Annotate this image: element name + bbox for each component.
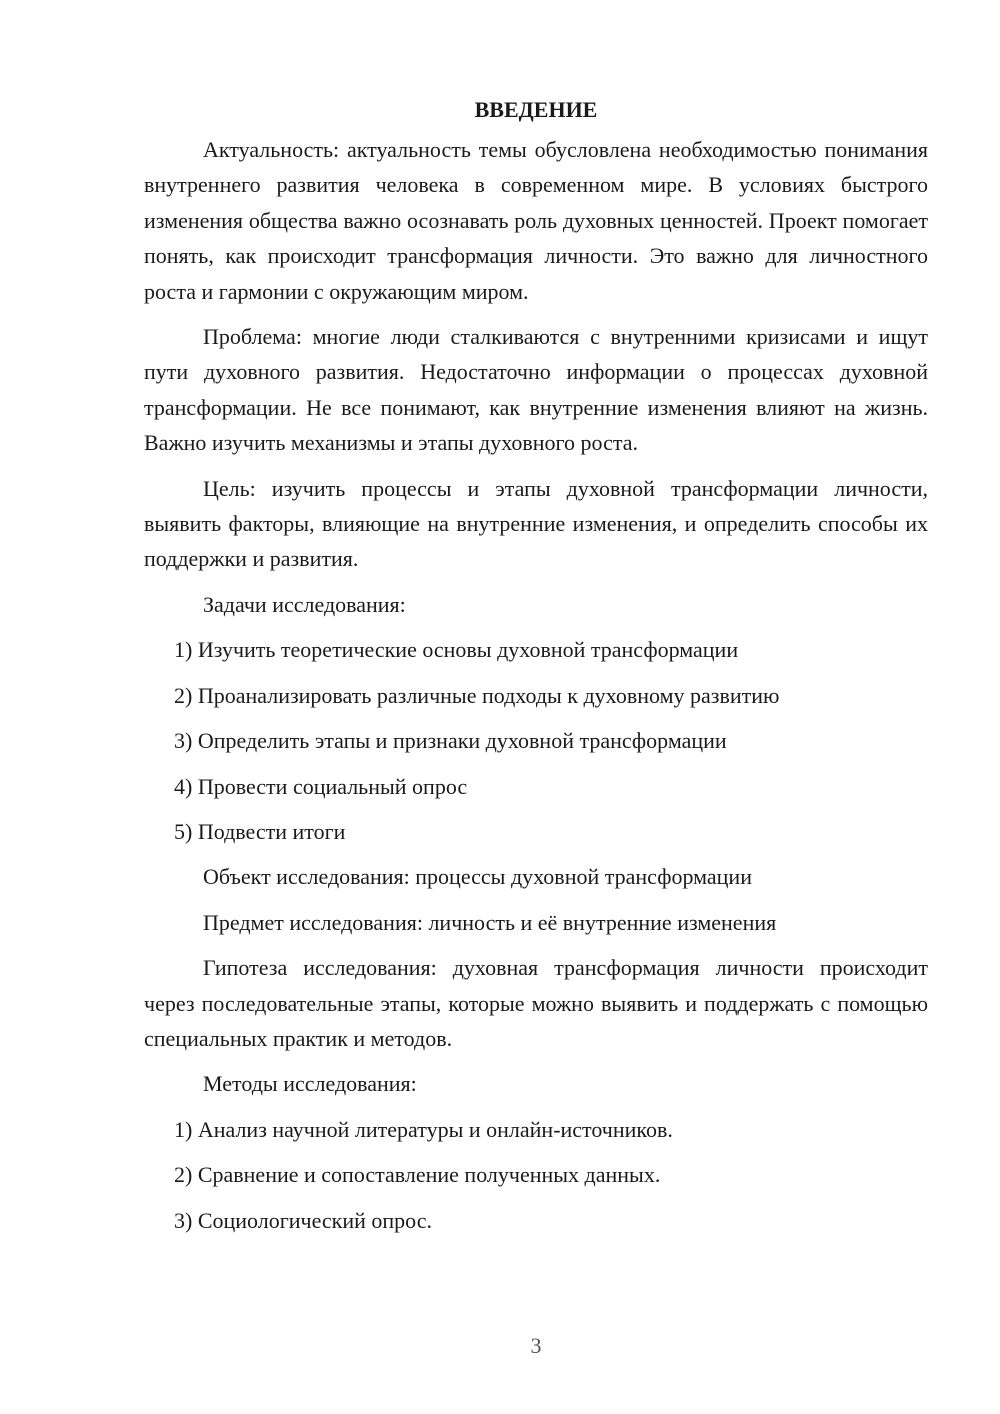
page-number: 3 xyxy=(530,1333,542,1358)
method-item: 3) Социологический опрос. xyxy=(174,1207,432,1233)
hypothesis-paragraph: Гипотеза исследования: духовная трансформация личности происходит через последовательные этапы, которые можно выявить и поддержать с помощью специальных практик и методов. xyxy=(144,955,928,1051)
tasks-heading: Задачи исследования: xyxy=(203,591,406,617)
method-item: 2) Сравнение и сопоставление полученных данных. xyxy=(174,1162,661,1188)
method-item: 1) Анализ научной литературы и онлайн-источников. xyxy=(174,1116,673,1142)
research-subject: Предмет исследования: личность и её внутренние изменения xyxy=(203,909,777,935)
task-item: 5) Подвести итоги xyxy=(174,818,346,844)
research-object: Объект исследования: процессы духовной трансформации xyxy=(203,864,752,890)
problem-paragraph: Проблема: многие люди сталкиваются с внутренними кризисами и ищут пути духовного развития. Недостаточно информации о процессах духовной трансформации. Не все понимают, как внутренние изменения влияют на жизнь. Важно изучить механизмы и этапы духовного роста. xyxy=(144,324,928,456)
relevance-paragraph: Актуальность: актуальность темы обусловлена необходимостью понимания внутреннего развития человека в современном мире. В условиях быстрого изменения общества важно осознавать роль духовных ценностей. Проект помогает понять, как происходит трансформация личности. Это важно для личностного роста и гармонии с окружающим миром. xyxy=(144,137,928,304)
task-item: 1) Изучить теоретические основы духовной трансформации xyxy=(174,637,739,663)
task-item: 2) Проанализировать различные подходы к духовному развитию xyxy=(174,682,780,708)
task-item: 3) Определить этапы и признаки духовной трансформации xyxy=(174,728,727,754)
methods-heading: Методы исследования: xyxy=(203,1071,417,1097)
task-item: 4) Провести социальный опрос xyxy=(174,773,468,799)
section-title: ВВЕДЕНИЕ xyxy=(474,97,598,122)
page-content xyxy=(144,92,928,1248)
goal-paragraph: Цель: изучить процессы и этапы духовной трансформации личности, выявить факторы, влияющие на внутренние изменения, и определить способы их поддержки и развития. xyxy=(144,475,928,572)
